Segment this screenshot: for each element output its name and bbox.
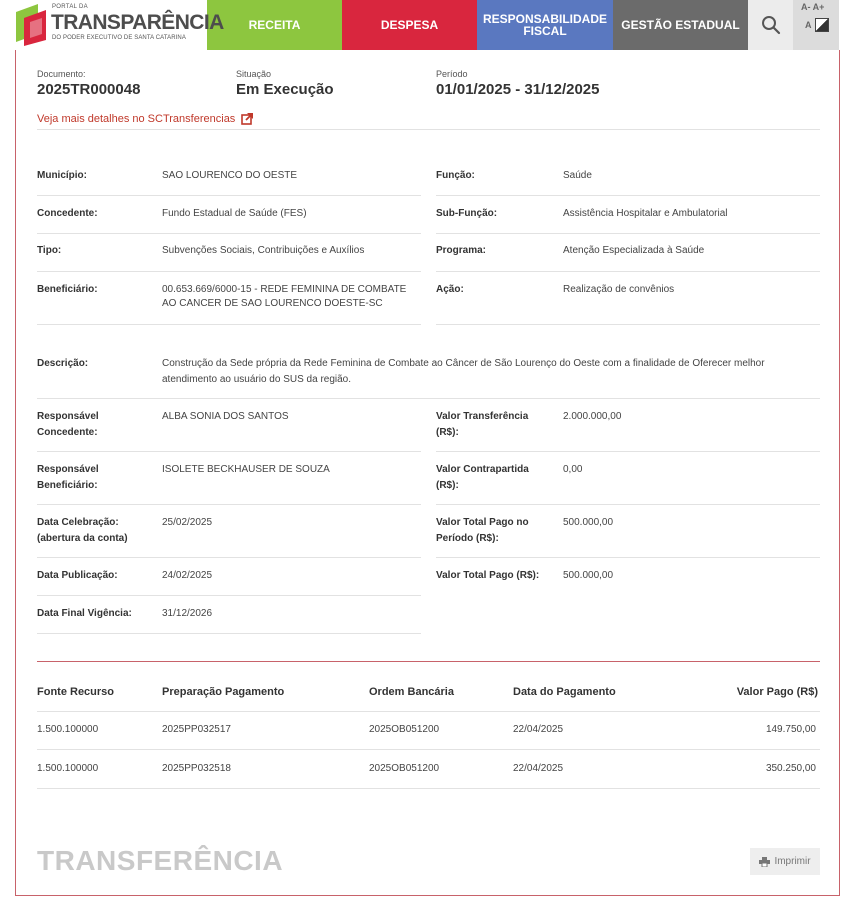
logo-small-text: PORTAL DA	[52, 4, 88, 10]
nav-receita-label: RECEITA	[248, 18, 301, 32]
logo-main-text: TRANSPARÊNCIA	[51, 11, 224, 34]
valor-pago-periodo-value: 500.000,00	[563, 517, 614, 528]
documento-value: 2025TR000048	[37, 81, 141, 98]
font-size-toggle[interactable]: A- A+	[801, 2, 825, 12]
situacao-label: Situação	[236, 69, 272, 79]
periodo-value: 01/01/2025 - 31/12/2025	[436, 81, 600, 98]
cell-fonte-recurso: 1.500.100000	[37, 763, 99, 774]
beneficiario-label: Beneficiário:	[37, 284, 98, 295]
cell-preparacao-pagamento: 2025PP032518	[162, 763, 231, 774]
printer-icon	[759, 857, 770, 867]
data-celebracao-value: 25/02/2025	[162, 517, 213, 528]
nav-resp-line1: RESPONSABILIDADE	[482, 12, 607, 26]
valor-pago-value: 500.000,00	[563, 570, 614, 581]
resp-concedente-label-line1: Responsável	[37, 411, 99, 422]
cell-ordem-bancaria: 2025OB051200	[369, 724, 440, 735]
acao-label: Ação:	[436, 284, 464, 295]
contrast-icon[interactable]	[815, 18, 829, 32]
divider	[37, 271, 421, 272]
data-publicacao-value: 24/02/2025	[162, 570, 213, 581]
periodo-label: Período	[436, 69, 468, 79]
divider	[436, 271, 820, 272]
funcao-value: Saúde	[563, 170, 592, 181]
top-navigation-bar	[0, 0, 849, 50]
subfuncao-label: Sub-Função:	[436, 208, 498, 219]
valor-pago-periodo-label-line2: Período (R$):	[436, 533, 499, 544]
nav-gestao-estadual[interactable]	[613, 0, 748, 50]
cell-data-pagamento: 22/04/2025	[513, 763, 564, 774]
print-button[interactable]	[750, 848, 820, 875]
contrast-label: A	[805, 20, 812, 30]
divider	[436, 504, 820, 505]
acao-value: Realização de convênios	[563, 284, 675, 295]
concedente-label: Concedente:	[37, 208, 98, 219]
cell-ordem-bancaria: 2025OB051200	[369, 763, 440, 774]
cell-fonte-recurso: 1.500.100000	[37, 724, 99, 735]
programa-label: Programa:	[436, 245, 487, 256]
cell-valor-pago: 149.750,00	[765, 724, 816, 735]
tipo-label: Tipo:	[37, 245, 62, 256]
search-icon	[761, 15, 781, 35]
valor-contrapartida-value: 0,00	[563, 464, 583, 475]
logo-sub-text: DO PODER EXECUTIVO DE SANTA CATARINA	[52, 35, 186, 41]
divider	[37, 195, 421, 196]
section-divider	[37, 661, 820, 662]
cell-data-pagamento: 22/04/2025	[513, 724, 564, 735]
municipio-label: Município:	[37, 170, 87, 181]
divider	[37, 633, 421, 634]
nav-resp-line2: FISCAL	[523, 24, 567, 38]
data-celebracao-label-line1: Data Celebração:	[37, 517, 119, 528]
municipio-value: SAO LOURENCO DO OESTE	[162, 170, 298, 181]
documento-label: Documento:	[37, 69, 86, 79]
programa-value: Atenção Especializada à Saúde	[563, 245, 705, 256]
beneficiario-value-line1: 00.653.669/6000-15 - REDE FEMININA DE COMBATE	[162, 284, 407, 295]
funcao-label: Função:	[436, 170, 475, 181]
divider	[37, 788, 820, 789]
data-publicacao-label: Data Publicação:	[37, 570, 118, 581]
divider	[37, 233, 421, 234]
print-button-label: Imprimir	[774, 856, 811, 867]
resp-beneficiario-label-line1: Responsável	[37, 464, 99, 475]
cell-valor-pago: 350.250,00	[765, 763, 816, 774]
nav-responsabilidade-fiscal-label	[483, 13, 607, 37]
subfuncao-value: Assistência Hospitalar e Ambulatorial	[563, 208, 728, 219]
nav-despesa[interactable]	[342, 0, 477, 50]
divider	[37, 129, 820, 130]
divider	[37, 557, 421, 558]
nav-responsabilidade-fiscal[interactable]	[477, 0, 613, 50]
divider	[37, 749, 820, 750]
details-link[interactable]	[37, 113, 253, 125]
transfer-detail-panel	[15, 50, 840, 896]
resp-concedente-label-line2: Concedente:	[37, 427, 98, 438]
nav-despesa-label: DESPESA	[380, 18, 439, 32]
valor-transferencia-value: 2.000.000,00	[563, 411, 622, 422]
resp-beneficiario-label-line2: Beneficiário:	[37, 480, 98, 491]
divider	[37, 451, 421, 452]
divider	[436, 324, 820, 325]
divider	[37, 711, 820, 712]
divider	[37, 595, 421, 596]
logo-mark-icon	[16, 4, 48, 46]
divider	[436, 233, 820, 234]
divider	[436, 451, 820, 452]
data-final-vigencia-label: Data Final Vigência:	[37, 608, 132, 619]
descricao-value-line1: Construção da Sede própria da Rede Feminina de Combate ao Câncer de São Lourenço do Oeste com a finalidade de Oferecer melhor	[162, 358, 765, 369]
tipo-value: Subvenções Sociais, Contribuições e Auxílios	[162, 245, 365, 256]
data-final-vigencia-value: 31/12/2026	[162, 608, 213, 619]
divider	[436, 195, 820, 196]
valor-transferencia-label-line2: (R$):	[436, 427, 459, 438]
nav-gestao-label: GESTÃO ESTADUAL	[621, 18, 740, 32]
search-button[interactable]	[748, 0, 793, 50]
external-link-icon	[241, 113, 253, 125]
resp-beneficiario-value: ISOLETE BECKHAUSER DE SOUZA	[162, 464, 330, 475]
resp-concedente-value: ALBA SONIA DOS SANTOS	[162, 411, 289, 422]
valor-pago-label: Valor Total Pago (R$):	[436, 570, 540, 581]
situacao-value: Em Execução	[236, 81, 334, 98]
page-title: TRANSFERÊNCIA	[37, 845, 284, 876]
col-valor-pago: Valor Pago (R$)	[736, 686, 818, 698]
valor-contrapartida-label-line2: (R$):	[436, 480, 459, 491]
descricao-value-line2: atendimento ao usuário do SUS da região.	[162, 374, 352, 385]
valor-transferencia-label-line1: Valor Transferência	[436, 411, 529, 422]
col-data-pagamento: Data do Pagamento	[513, 686, 616, 698]
details-link-text: Veja mais detalhes no SCTransferencias	[37, 113, 236, 125]
portal-logo[interactable]	[0, 0, 224, 50]
col-fonte-recurso: Fonte Recurso	[37, 686, 115, 698]
descricao-label: Descrição:	[37, 358, 89, 369]
data-celebracao-label-line2: (abertura da conta)	[37, 533, 128, 544]
divider	[37, 398, 820, 399]
concedente-value: Fundo Estadual de Saúde (FES)	[162, 208, 307, 219]
valor-pago-periodo-label-line1: Valor Total Pago no	[436, 517, 529, 528]
divider	[436, 557, 820, 558]
nav-receita[interactable]	[207, 0, 342, 50]
divider	[37, 504, 421, 505]
divider	[37, 324, 421, 325]
accessibility-panel	[793, 0, 839, 50]
valor-contrapartida-label-line1: Valor Contrapartida	[436, 464, 529, 475]
col-ordem-bancaria: Ordem Bancária	[369, 686, 454, 698]
col-preparacao-pagamento: Preparação Pagamento	[162, 686, 285, 698]
beneficiario-value-line2: AO CANCER DE SAO LOURENCO DOESTE-SC	[162, 298, 383, 309]
cell-preparacao-pagamento: 2025PP032517	[162, 724, 231, 735]
